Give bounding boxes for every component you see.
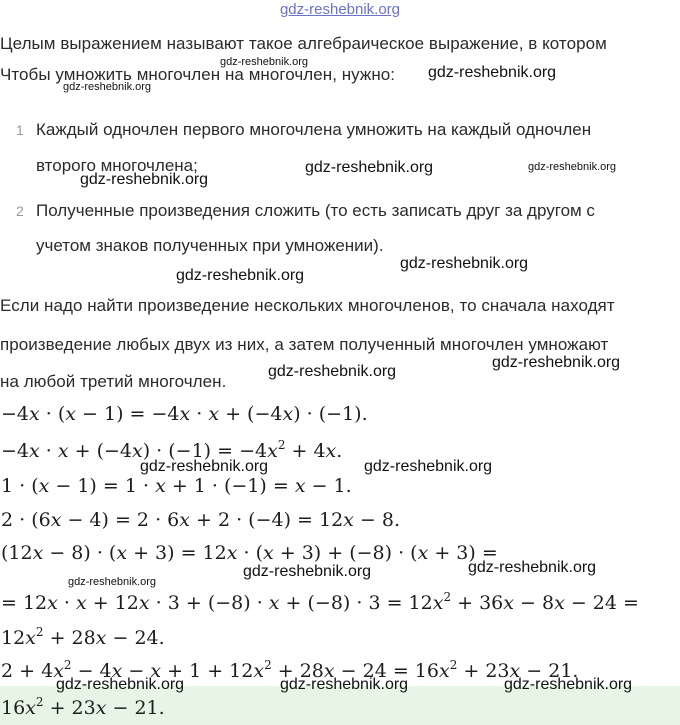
para2-line-1: Если надо найти произведение нескольких многочленов, то сначала находят: [0, 296, 615, 315]
list-item-2-line-1: Полученные произведения сложить (то есть записать друг за другом с: [36, 201, 595, 220]
list-number-1: 1: [16, 122, 24, 138]
watermark: gdz-reshebnik.org: [280, 676, 409, 693]
solution-line-5: (12x − 8) · (x + 3) = 12x · (x + 3) + (−8) · (x + 3) =: [1, 542, 498, 564]
watermark: gdz-reshebnik.org: [176, 267, 305, 284]
theory-line-2: Чтобы умножить многочлен на многочлен, нужно:: [0, 65, 396, 84]
watermark: gdz-reshebnik.org: [220, 56, 309, 68]
watermark: gdz-reshebnik.org: [56, 676, 185, 693]
list-number-2: 2: [16, 203, 24, 219]
list-item-2-line-2: учетом знаков полученных при умножении).: [36, 236, 384, 255]
watermark: gdz-reshebnik.org: [364, 458, 493, 475]
watermark: gdz-reshebnik.org: [492, 354, 621, 371]
watermark: gdz-reshebnik.org: [400, 255, 529, 272]
watermark: gdz-reshebnik.org: [68, 576, 157, 588]
solution-line-2: $-4x \cdot x + (-4x) \cdot (-1) = -4x^2 + 4x$.: [1, 438, 343, 462]
solution-line-8: $2 + 4x^2 - 4x - x + 1 + 12x^2 + 28x - 24 = 16x^2 + 23x - 21$.: [1, 658, 579, 682]
watermark: gdz-reshebnik.org: [63, 81, 152, 93]
para2-line-3: на любой третий многочлен.: [0, 372, 227, 391]
site-link[interactable]: gdz-reshebnik.org: [279, 1, 401, 18]
solution-line-1: −4x · (x − 1) = −4x · x + (−4x) · (−1).: [1, 403, 368, 425]
watermark: gdz-reshebnik.org: [468, 559, 597, 576]
watermark: gdz-reshebnik.org: [528, 161, 617, 173]
solution-line-7: $12x^2 + 28x - 24$.: [1, 625, 165, 649]
watermark: gdz-reshebnik.org: [268, 363, 397, 380]
watermark: gdz-reshebnik.org: [80, 171, 209, 188]
watermark: gdz-reshebnik.org: [243, 563, 372, 580]
solution-line-4: 2 · (6x − 4) = 2 · 6x + 2 · (−4) = 12x − 8.: [1, 509, 401, 531]
list-item-1-line-2: второго многочлена;: [36, 156, 198, 175]
list-item-1-line-1: Каждый одночлен первого многочлена умножить на каждый одночлен: [36, 120, 592, 139]
solution-line-6: = $12x \cdot x + 12x \cdot 3 + (-8) \cdot x + (-8) \cdot 3 = 12x^2 + 36x - 8x - 24$ =: [1, 590, 639, 614]
solution-line-3: 1 · (x − 1) = 1 · x + 1 · (−1) = x − 1.: [1, 475, 352, 497]
watermark: gdz-reshebnik.org: [305, 159, 434, 176]
watermark: gdz-reshebnik.org: [504, 676, 633, 693]
theory-line-1: Целым выражением называют такое алгебраическое выражение, в котором: [0, 34, 607, 53]
watermark: gdz-reshebnik.org: [140, 458, 269, 475]
answer-line: $16x^2 + 23x - 21$.: [1, 695, 165, 719]
watermark: gdz-reshebnik.org: [428, 64, 557, 81]
para2-line-2: произведение любых двух из них, а затем полученный многочлен умножают: [0, 335, 609, 354]
